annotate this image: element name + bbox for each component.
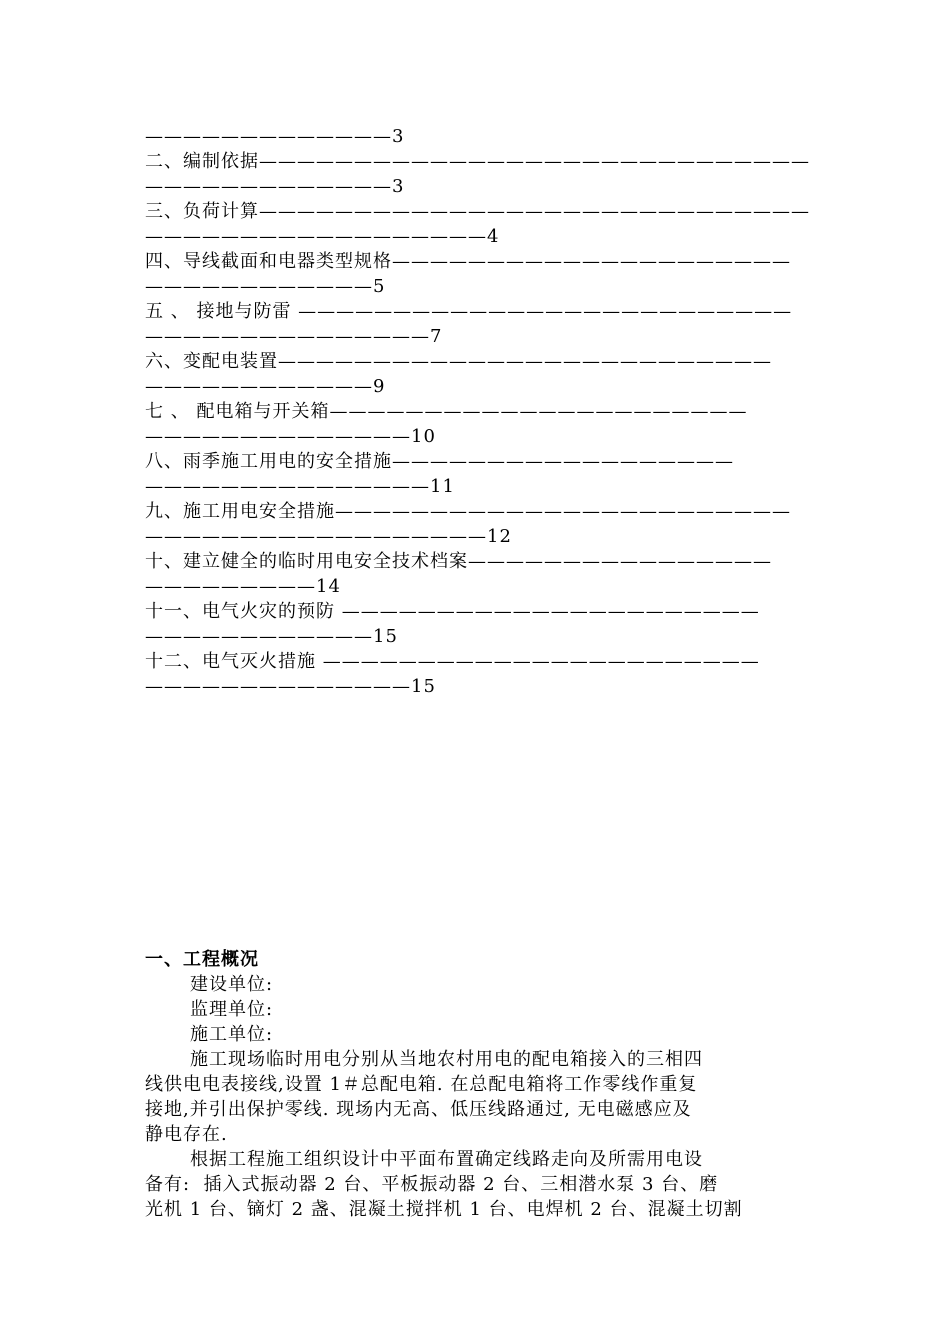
toc-line: ——————————————15	[145, 676, 436, 697]
toc-line: —————————————3	[145, 126, 405, 147]
paragraph-line: 施工现场临时用电分别从当地农村用电的配电箱接入的三相四	[190, 1049, 703, 1070]
paragraph-line: 接地,并引出保护零线. 现场内无高、低压线路通过, 无电磁感应及	[145, 1099, 692, 1120]
toc-line: ———————————————7	[145, 326, 443, 347]
toc-line: 九、施工用电安全措施————————————————————————	[145, 501, 791, 522]
toc-line: 四、导线截面和电器类型规格—————————————————————	[145, 251, 791, 272]
toc-line: 三、负荷计算—————————————————————————————	[145, 201, 810, 222]
toc-line: ——————————————10	[145, 426, 436, 447]
toc-line: 八、雨季施工用电的安全措施——————————————————	[145, 451, 734, 472]
field-contractor-unit: 施工单位:	[190, 1024, 274, 1045]
toc-line: 五 、 接地与防雷 ——————————————————————————	[145, 301, 793, 322]
paragraph-line: 线供电电表接线,设置 1＃总配电箱. 在总配电箱将工作零线作重复	[145, 1074, 698, 1095]
toc-line: 十二、电气灭火措施 ———————————————————————	[145, 651, 760, 672]
toc-line: —————————————3	[145, 176, 405, 197]
toc-line: 六、变配电装置——————————————————————————	[145, 351, 772, 372]
toc-line: ————————————15	[145, 626, 398, 647]
toc-line: —————————14	[145, 576, 341, 597]
toc-line: ——————————————————12	[145, 526, 512, 547]
paragraph-line: 光机 1 台、镝灯 2 盏、混凝土搅拌机 1 台、电焊机 2 台、混凝土切割	[145, 1199, 743, 1220]
field-supervision-unit: 监理单位:	[190, 999, 274, 1020]
toc-line: ———————————————11	[145, 476, 455, 497]
toc-line: ————————————5	[145, 276, 386, 297]
toc-line: 七 、 配电箱与开关箱——————————————————————	[145, 401, 748, 422]
field-construction-unit: 建设单位:	[190, 974, 274, 995]
toc-line: 二、编制依据—————————————————————————————	[145, 151, 810, 172]
toc-line: ——————————————————4	[145, 226, 500, 247]
paragraph-line: 根据工程施工组织设计中平面布置确定线路走向及所需用电设	[190, 1149, 703, 1170]
paragraph-line: 静电存在.	[145, 1124, 228, 1145]
toc-line: 十、建立健全的临时用电安全技术档案————————————————	[145, 551, 772, 572]
toc-line: 十一、电气火灾的预防 ——————————————————————	[145, 601, 760, 622]
section-heading: 一、工程概况	[145, 949, 259, 970]
toc-line: ————————————9	[145, 376, 386, 397]
paragraph-line: 备有: 插入式振动器 2 台、平板振动器 2 台、三相潜水泵 3 台、磨	[145, 1174, 719, 1195]
